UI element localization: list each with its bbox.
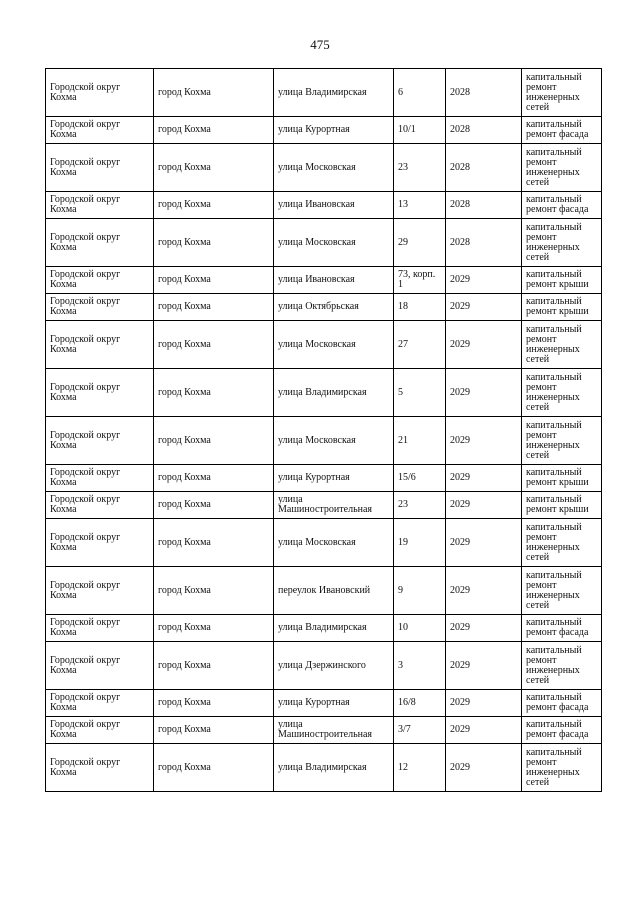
street-cell: улица Октябрьская — [274, 294, 394, 321]
table-row — [46, 417, 602, 465]
work-type-cell: капитальный ремонт крыши — [522, 267, 602, 294]
district-cell: Городской округ Кохма — [46, 369, 154, 417]
street-cell: улица Машиностроительная — [274, 492, 394, 519]
work-type-cell: капитальный ремонт инженерных сетей — [522, 642, 602, 690]
house-number-cell: 10/1 — [394, 117, 446, 144]
city-cell: город Кохма — [154, 219, 274, 267]
house-number-cell: 10 — [394, 615, 446, 642]
house-number-cell: 5 — [394, 369, 446, 417]
work-type-cell: капитальный ремонт крыши — [522, 465, 602, 492]
city-cell: город Кохма — [154, 294, 274, 321]
house-number-cell: 12 — [394, 744, 446, 792]
street-cell: улица Московская — [274, 417, 394, 465]
house-number-cell: 9 — [394, 567, 446, 615]
city-cell: город Кохма — [154, 465, 274, 492]
page-number: 475 — [310, 37, 330, 52]
district-cell: Городской округ Кохма — [46, 117, 154, 144]
district-cell: Городской округ Кохма — [46, 717, 154, 744]
city-cell: город Кохма — [154, 192, 274, 219]
city-cell: город Кохма — [154, 117, 274, 144]
year-cell: 2029 — [446, 417, 522, 465]
table-row — [46, 615, 602, 642]
house-number-cell: 27 — [394, 321, 446, 369]
district-cell: Городской округ Кохма — [46, 615, 154, 642]
house-number-cell: 21 — [394, 417, 446, 465]
house-number-cell: 15/6 — [394, 465, 446, 492]
street-cell: улица Курортная — [274, 690, 394, 717]
year-cell: 2028 — [446, 117, 522, 144]
house-number-cell: 23 — [394, 144, 446, 192]
street-cell: улица Ивановская — [274, 267, 394, 294]
house-number-cell: 18 — [394, 294, 446, 321]
table-row — [46, 369, 602, 417]
street-cell: улица Владимирская — [274, 69, 394, 117]
work-type-cell: капитальный ремонт инженерных сетей — [522, 567, 602, 615]
work-type-cell: капитальный ремонт инженерных сетей — [522, 369, 602, 417]
house-number-cell: 13 — [394, 192, 446, 219]
house-number-cell: 23 — [394, 492, 446, 519]
table-row — [46, 144, 602, 192]
street-cell: улица Дзержинского — [274, 642, 394, 690]
street-cell: улица Курортная — [274, 465, 394, 492]
district-cell: Городской округ Кохма — [46, 294, 154, 321]
table-row — [46, 690, 602, 717]
street-cell: улица Ивановская — [274, 192, 394, 219]
district-cell: Городской округ Кохма — [46, 744, 154, 792]
street-cell: улица Московская — [274, 519, 394, 567]
city-cell: город Кохма — [154, 717, 274, 744]
district-cell: Городской округ Кохма — [46, 567, 154, 615]
street-cell: улица Московская — [274, 219, 394, 267]
city-cell: город Кохма — [154, 321, 274, 369]
street-cell: улица Владимирская — [274, 744, 394, 792]
work-type-cell: капитальный ремонт крыши — [522, 492, 602, 519]
work-type-cell: капитальный ремонт инженерных сетей — [522, 519, 602, 567]
year-cell: 2029 — [446, 294, 522, 321]
street-cell: улица Московская — [274, 321, 394, 369]
table-row — [46, 267, 602, 294]
district-cell: Городской округ Кохма — [46, 492, 154, 519]
year-cell: 2028 — [446, 69, 522, 117]
work-type-cell: капитальный ремонт инженерных сетей — [522, 69, 602, 117]
year-cell: 2028 — [446, 144, 522, 192]
street-cell: улица Владимирская — [274, 369, 394, 417]
year-cell: 2029 — [446, 717, 522, 744]
city-cell: город Кохма — [154, 642, 274, 690]
house-number-cell: 19 — [394, 519, 446, 567]
table-row — [46, 192, 602, 219]
year-cell: 2029 — [446, 465, 522, 492]
table-row — [46, 567, 602, 615]
year-cell: 2029 — [446, 369, 522, 417]
table-row — [46, 69, 602, 117]
year-cell: 2029 — [446, 744, 522, 792]
table-row — [46, 294, 602, 321]
city-cell: город Кохма — [154, 417, 274, 465]
work-type-cell: капитальный ремонт инженерных сетей — [522, 144, 602, 192]
district-cell: Городской округ Кохма — [46, 69, 154, 117]
table-row — [46, 519, 602, 567]
work-type-cell: капитальный ремонт фасада — [522, 690, 602, 717]
street-cell: улица Курортная — [274, 117, 394, 144]
table-row — [46, 117, 602, 144]
work-type-cell: капитальный ремонт инженерных сетей — [522, 219, 602, 267]
street-cell: улица Владимирская — [274, 615, 394, 642]
street-cell: улица Московская — [274, 144, 394, 192]
table-body — [46, 69, 602, 792]
work-type-cell: капитальный ремонт фасада — [522, 717, 602, 744]
street-cell: переулок Ивановский — [274, 567, 394, 615]
work-type-cell: капитальный ремонт инженерных сетей — [522, 744, 602, 792]
district-cell: Городской округ Кохма — [46, 465, 154, 492]
city-cell: город Кохма — [154, 267, 274, 294]
house-number-cell: 3/7 — [394, 717, 446, 744]
house-number-cell: 6 — [394, 69, 446, 117]
table-row — [46, 642, 602, 690]
house-number-cell: 3 — [394, 642, 446, 690]
house-number-cell: 73, корп. 1 — [394, 267, 446, 294]
district-cell: Городской округ Кохма — [46, 417, 154, 465]
city-cell: город Кохма — [154, 690, 274, 717]
year-cell: 2028 — [446, 192, 522, 219]
year-cell: 2029 — [446, 321, 522, 369]
table-row — [46, 219, 602, 267]
city-cell: город Кохма — [154, 69, 274, 117]
district-cell: Городской округ Кохма — [46, 267, 154, 294]
table-row — [46, 492, 602, 519]
city-cell: город Кохма — [154, 567, 274, 615]
work-type-cell: капитальный ремонт фасада — [522, 615, 602, 642]
district-cell: Городской округ Кохма — [46, 192, 154, 219]
city-cell: город Кохма — [154, 615, 274, 642]
work-type-cell: капитальный ремонт инженерных сетей — [522, 417, 602, 465]
district-cell: Городской округ Кохма — [46, 690, 154, 717]
year-cell: 2029 — [446, 642, 522, 690]
city-cell: город Кохма — [154, 519, 274, 567]
district-cell: Городской округ Кохма — [46, 519, 154, 567]
year-cell: 2029 — [446, 519, 522, 567]
table-row — [46, 321, 602, 369]
year-cell: 2029 — [446, 615, 522, 642]
table-row — [46, 717, 602, 744]
street-cell: улица Машиностроительная — [274, 717, 394, 744]
work-type-cell: капитальный ремонт фасада — [522, 117, 602, 144]
district-cell: Городской округ Кохма — [46, 321, 154, 369]
repair-schedule-table — [45, 68, 602, 792]
city-cell: город Кохма — [154, 369, 274, 417]
year-cell: 2029 — [446, 492, 522, 519]
city-cell: город Кохма — [154, 744, 274, 792]
district-cell: Городской округ Кохма — [46, 144, 154, 192]
work-type-cell: капитальный ремонт фасада — [522, 192, 602, 219]
table-row — [46, 744, 602, 792]
house-number-cell: 29 — [394, 219, 446, 267]
work-type-cell: капитальный ремонт инженерных сетей — [522, 321, 602, 369]
table-row — [46, 465, 602, 492]
district-cell: Городской округ Кохма — [46, 642, 154, 690]
work-type-cell: капитальный ремонт крыши — [522, 294, 602, 321]
year-cell: 2029 — [446, 690, 522, 717]
year-cell: 2028 — [446, 219, 522, 267]
year-cell: 2029 — [446, 267, 522, 294]
district-cell: Городской округ Кохма — [46, 219, 154, 267]
house-number-cell: 16/8 — [394, 690, 446, 717]
year-cell: 2029 — [446, 567, 522, 615]
city-cell: город Кохма — [154, 492, 274, 519]
city-cell: город Кохма — [154, 144, 274, 192]
